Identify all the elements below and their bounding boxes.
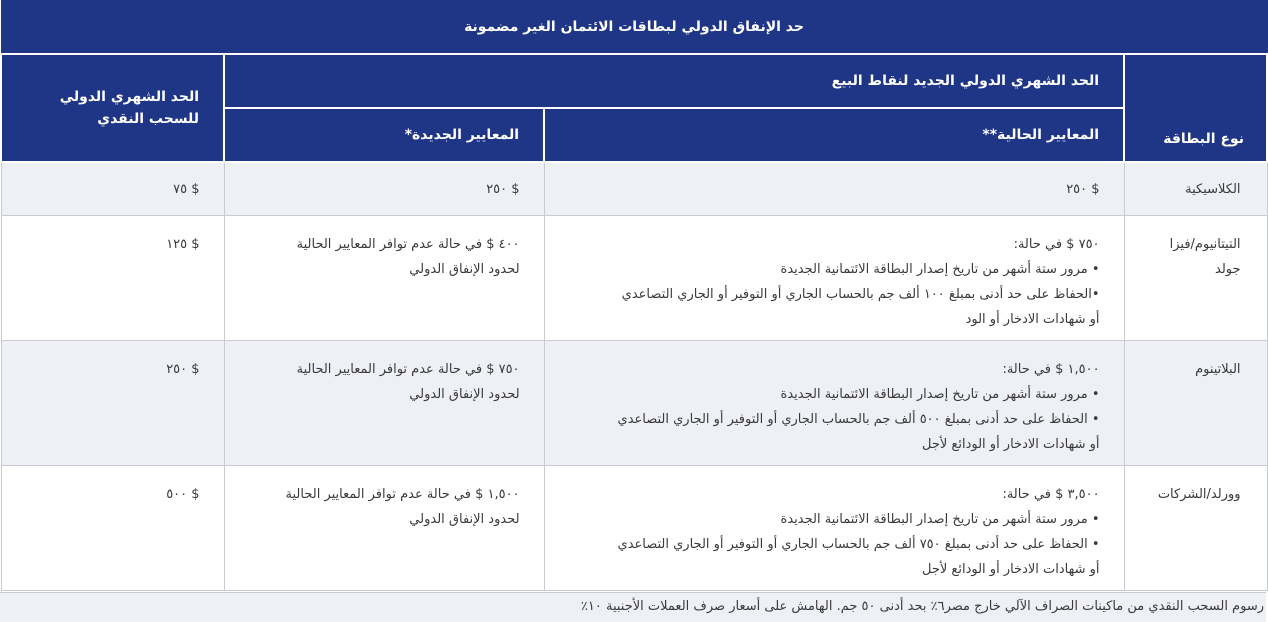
header-cash-limit-line1: الحد الشهري الدولي (59, 89, 200, 105)
header-new-criteria: المعايير الجديدة* (224, 108, 544, 162)
criteria-line: ١,٥٠٠ $ في حالة عدم توافر المعايير الحالية (285, 487, 520, 502)
current-criteria-cell: $ ٢٥٠ (544, 162, 1124, 216)
fees-footnote: رسوم السحب النقدي من ماكينات الصراف الآلي خارج مصر٦٪ بحد أدنى ٥٠ جم. الهامش على أسعار صرف العملات الأجنبية ١٠٪ (0, 592, 1266, 622)
criteria-line: ٧٥٠ $ في حالة عدم توافر المعايير الحالية (296, 362, 520, 377)
criteria-line: • الحفاظ على حد أدنى بمبلغ ٥٠٠ ألف جم بالحساب الجاري أو التوفير أو الجاري التصاعدي (617, 412, 1100, 427)
criteria-line: لحدود الإنفاق الدولي (409, 262, 520, 277)
criteria-line: أو شهادات الادخار أو الودائع لأجل (922, 437, 1100, 452)
card-name-world: وورلد/الشركات (1124, 466, 1267, 591)
new-criteria-cell: $ ٢٥٠ (224, 162, 544, 216)
new-criteria-cell (224, 466, 544, 591)
table-title-row (1, 1, 1267, 55)
current-criteria-cell (544, 341, 1124, 466)
criteria-line: • الحفاظ على حد أدنى بمبلغ ٧٥٠ ألف جم بالحساب الجاري أو التوفير أو الجاري التصاعدي (617, 537, 1100, 552)
criteria-line: ٧٥٠ $ في حالة: (1013, 237, 1100, 252)
criteria-line: لحدود الإنفاق الدولي (409, 512, 520, 527)
table-title (1, 1, 1267, 55)
criteria-line: • مرور ستة أشهر من تاريخ إصدار البطاقة الائتمانية الجديدة (780, 262, 1100, 277)
header-row-1 (1, 54, 1267, 108)
table-row (1, 341, 1267, 466)
table-title-text: حد الإنفاق الدولي لبطاقات الائتمان الغير مضمونة (464, 19, 804, 35)
criteria-line: لحدود الإنفاق الدولي (409, 387, 520, 402)
criteria-line: ٣,٥٠٠ $ في حالة: (1002, 487, 1100, 502)
cash-limit-cell: $ ٥٠٠ (1, 466, 224, 591)
criteria-line: • مرور ستة أشهر من تاريخ إصدار البطاقة الائتمانية الجديدة (780, 387, 1100, 402)
criteria-line: • مرور ستة أشهر من تاريخ إصدار البطاقة الائتمانية الجديدة (780, 512, 1100, 527)
header-current-criteria: المعايير الحالية** (544, 108, 1124, 162)
current-criteria-cell (544, 466, 1124, 591)
header-card-type: نوع البطاقة (1124, 54, 1267, 162)
card-name-line: التيتانيوم/فيزا (1169, 237, 1241, 252)
criteria-line: ٤٠٠ $ في حالة عدم توافر المعايير الحالية (296, 237, 520, 252)
header-pos-limit: الحد الشهري الدولي الجديد لنقاط البيع (224, 54, 1124, 108)
criteria-line: ١,٥٠٠ $ في حالة: (1002, 362, 1100, 377)
card-name-line: جولد (1215, 262, 1241, 277)
card-name-titanium (1124, 216, 1267, 341)
table-row (1, 162, 1267, 216)
table-row (1, 216, 1267, 341)
new-criteria-cell (224, 341, 544, 466)
card-name-classic: الكلاسيكية (1124, 162, 1267, 216)
criteria-line: أو شهادات الادخار أو الودائع لأجل (922, 562, 1100, 577)
current-criteria-cell (544, 216, 1124, 341)
card-name-platinum: البلاتينوم (1124, 341, 1267, 466)
cash-limit-cell: $ ٢٥٠ (1, 341, 224, 466)
criteria-line: •الحفاظ على حد أدنى بمبلغ ١٠٠ ألف جم بالحساب الجاري أو التوفير أو الجاري التصاعدي (621, 287, 1100, 302)
new-criteria-cell (224, 216, 544, 341)
cash-limit-cell: $ ١٢٥ (1, 216, 224, 341)
criteria-line: أو شهادات الادخار أو الود (965, 312, 1100, 327)
header-cash-limit (1, 54, 224, 162)
table-row (1, 466, 1267, 591)
header-cash-limit-line2: للسحب النقدي (97, 111, 200, 127)
cash-limit-cell: $ ٧٥ (1, 162, 224, 216)
